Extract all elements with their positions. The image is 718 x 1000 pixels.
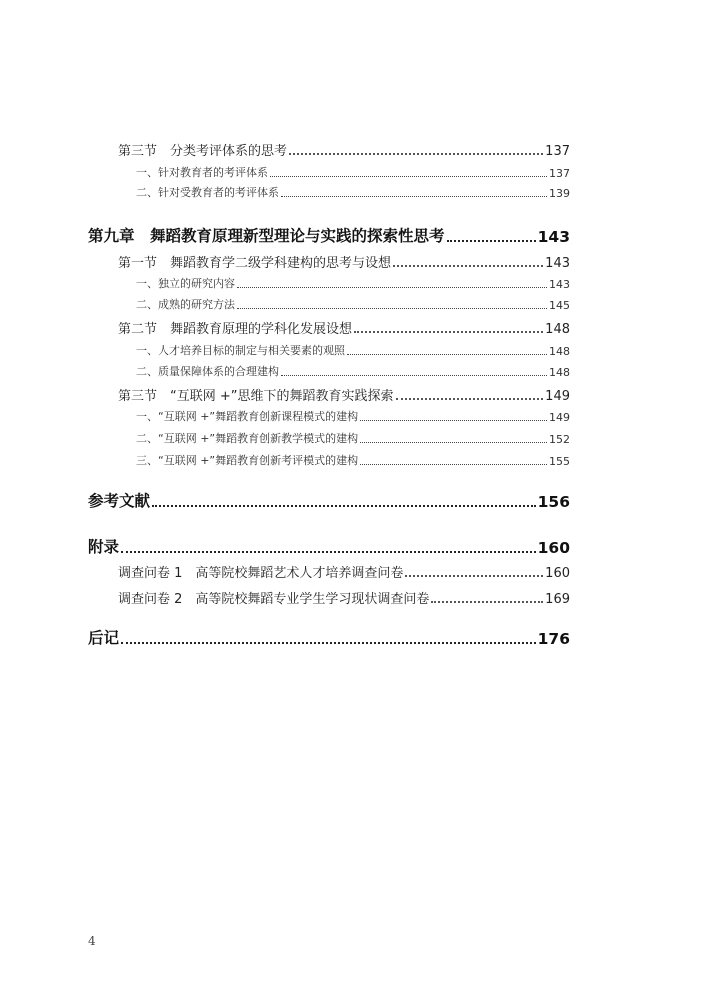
toc-entry-title: 附录 [88,538,120,556]
dot-leader [393,265,543,267]
toc-entry-page: 137 [549,167,570,180]
toc-section-entry[interactable] [118,385,570,404]
dot-leader [281,196,547,197]
toc-entry-title: 后记 [88,629,120,647]
toc-entry-page: 137 [545,144,570,159]
toc-entry-title: 二、成熟的研究方法 [136,298,235,311]
dot-leader [405,575,543,577]
toc-chapter-entry[interactable] [88,535,570,557]
toc-entry-title: 调查问卷 2 高等院校舞蹈专业学生学习现状调查问卷 [118,592,430,607]
toc-entry-page: 143 [545,256,570,271]
toc-subsection-entry[interactable] [136,275,570,291]
dot-leader [354,331,543,333]
dot-leader [360,420,547,421]
toc-section-entry[interactable] [118,252,570,271]
toc-entry-page: 149 [545,389,570,404]
toc-entry-page: 149 [549,411,570,424]
toc-appendix-entry[interactable] [118,588,570,607]
toc-subsection-entry[interactable] [136,164,570,180]
dot-leader [121,551,536,553]
toc-entry-title: 第三节 分类考评体系的思考 [118,144,288,159]
dot-leader [360,442,547,443]
toc-subsection-entry[interactable] [136,363,570,379]
dot-leader [281,375,547,376]
toc-chapter-entry[interactable] [88,626,570,648]
dot-leader [360,464,547,465]
toc-entry-page: 152 [549,433,570,446]
dot-leader [237,287,547,288]
toc-subsection-entry[interactable] [136,184,570,200]
toc-entry-title: 一、“互联网 +”舞蹈教育创新课程模式的建构 [136,410,359,423]
toc-entry-page: 143 [537,228,570,246]
dot-leader [347,354,547,355]
dot-leader [121,642,536,644]
toc-entry-page: 176 [537,630,570,648]
toc-entry-title: 一、针对教育者的考评体系 [136,166,268,179]
toc-appendix-entry[interactable] [118,562,570,581]
dot-leader [270,176,547,177]
toc-subsection-entry[interactable] [136,430,570,446]
toc-entry-page: 156 [537,493,570,511]
toc-entry-title: 第二节 舞蹈教育原理的学科化发展设想 [118,322,353,337]
toc-entry-title: 一、人才培养目标的制定与相关要素的观照 [136,344,345,357]
toc-entry-page: 148 [549,366,570,379]
toc-subsection-entry[interactable] [136,342,570,358]
toc-entry-title: 第九章 舞蹈教育原理新型理论与实践的探索性思考 [88,227,445,245]
dot-leader [447,240,536,242]
toc-subsection-entry[interactable] [136,296,570,312]
toc-entry-title: 二、针对受教育者的考评体系 [136,186,279,199]
toc-subsection-entry[interactable] [136,408,570,424]
toc-entry-title: 参考文献 [88,492,151,510]
dot-leader [289,153,543,155]
toc-subsection-entry[interactable] [136,452,570,468]
page-number: 4 [88,934,96,948]
dot-leader [237,308,547,309]
toc-entry-title: 调查问卷 1 高等院校舞蹈艺术人才培养调查问卷 [118,566,404,581]
toc-entry-title: 二、“互联网 +”舞蹈教育创新教学模式的建构 [136,432,359,445]
toc-entry-page: 148 [545,322,570,337]
toc-entry-page: 148 [549,345,570,358]
dot-leader [152,505,536,507]
toc-entry-page: 155 [549,455,570,468]
toc-entry-page: 143 [549,278,570,291]
toc-entry-title: 第一节 舞蹈教育学二级学科建构的思考与设想 [118,256,392,271]
toc-entry-page: 145 [549,299,570,312]
toc-entry-page: 169 [545,592,570,607]
toc-section-entry[interactable] [118,318,570,337]
toc-entry-title: 第三节 “互联网 +”思维下的舞蹈教育实践探索 [118,389,394,404]
toc-entry-title: 一、独立的研究内容 [136,277,235,290]
toc-entry-page: 139 [549,187,570,200]
toc-entry-page: 160 [545,566,570,581]
toc-chapter-entry[interactable] [88,489,570,511]
toc-entry-title: 三、“互联网 +”舞蹈教育创新考评模式的建构 [136,454,359,467]
toc-entry-page: 160 [537,539,570,557]
toc-chapter-entry[interactable] [88,224,570,246]
dot-leader [396,398,544,400]
dot-leader [431,601,543,603]
toc-section-entry[interactable] [118,140,570,159]
toc-entry-title: 二、质量保障体系的合理建构 [136,365,279,378]
